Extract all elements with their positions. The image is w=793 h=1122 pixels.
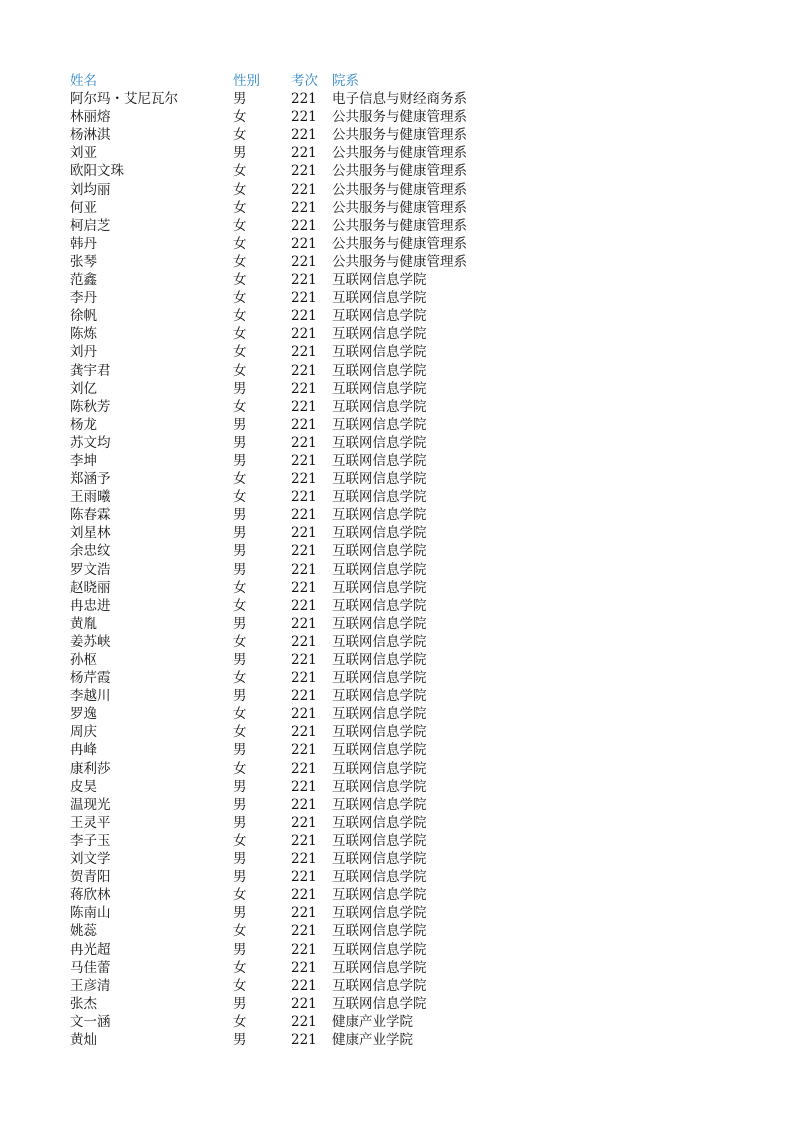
table-row — [70, 941, 510, 959]
cell-dept: 互联网信息学院 — [332, 995, 427, 1012]
cell-name: 郑涵予 — [70, 471, 111, 488]
cell-dept: 健康产业学院 — [332, 1031, 413, 1048]
table-row — [70, 307, 510, 325]
cell-gender: 女 — [233, 959, 247, 976]
cell-dept: 公共服务与健康管理系 — [332, 199, 467, 216]
cell-gender: 女 — [233, 308, 247, 325]
cell-name: 贺青阳 — [70, 869, 111, 886]
cell-name: 姜苏峡 — [70, 633, 111, 650]
cell-exam: 221 — [291, 905, 317, 922]
cell-dept: 健康产业学院 — [332, 1013, 413, 1030]
cell-dept: 公共服务与健康管理系 — [332, 253, 467, 270]
cell-gender: 女 — [233, 199, 247, 216]
cell-exam: 221 — [291, 851, 317, 868]
table-row — [70, 904, 510, 922]
cell-gender: 女 — [233, 724, 247, 741]
cell-exam: 221 — [291, 416, 317, 433]
cell-gender: 女 — [233, 1013, 247, 1030]
table-row — [70, 235, 510, 253]
cell-dept: 互联网信息学院 — [332, 724, 427, 741]
table-row — [70, 380, 510, 398]
cell-exam: 221 — [291, 760, 317, 777]
cell-dept: 互联网信息学院 — [332, 344, 427, 361]
cell-name: 温现光 — [70, 796, 111, 813]
cell-dept: 互联网信息学院 — [332, 742, 427, 759]
cell-exam: 221 — [291, 670, 317, 687]
cell-name: 陈春霖 — [70, 507, 111, 524]
cell-exam: 221 — [291, 145, 317, 162]
table-row — [70, 343, 510, 361]
cell-gender: 女 — [233, 344, 247, 361]
table-row — [70, 922, 510, 940]
cell-name: 陈秋芳 — [70, 398, 111, 415]
cell-gender: 男 — [233, 869, 247, 886]
cell-name: 陈炼 — [70, 326, 97, 343]
cell-name: 刘亿 — [70, 380, 97, 397]
cell-exam: 221 — [291, 814, 317, 831]
table-row — [70, 271, 510, 289]
table-row — [70, 669, 510, 687]
cell-name: 张琴 — [70, 253, 97, 270]
cell-dept: 互联网信息学院 — [332, 471, 427, 488]
table-row — [70, 651, 510, 669]
cell-exam: 221 — [291, 778, 317, 795]
cell-exam: 221 — [291, 452, 317, 469]
cell-gender: 女 — [233, 109, 247, 126]
cell-exam: 221 — [291, 688, 317, 705]
cell-gender: 男 — [233, 688, 247, 705]
cell-name: 刘亚 — [70, 145, 97, 162]
cell-exam: 221 — [291, 796, 317, 813]
table-row — [70, 325, 510, 343]
cell-gender: 女 — [233, 977, 247, 994]
table-row — [70, 832, 510, 850]
cell-exam: 221 — [291, 579, 317, 596]
cell-name: 孙枢 — [70, 652, 97, 668]
cell-dept: 互联网信息学院 — [332, 796, 427, 813]
cell-exam: 221 — [291, 706, 317, 723]
cell-exam: 221 — [291, 923, 317, 940]
cell-name: 赵晓丽 — [70, 579, 111, 596]
cell-gender: 男 — [233, 652, 247, 668]
cell-dept: 互联网信息学院 — [332, 959, 427, 976]
cell-gender: 女 — [233, 272, 247, 289]
cell-name: 杨芹霞 — [70, 670, 111, 687]
cell-gender: 女 — [233, 633, 247, 650]
cell-gender: 女 — [233, 489, 247, 506]
cell-dept: 互联网信息学院 — [332, 688, 427, 705]
cell-gender: 女 — [233, 832, 247, 849]
cell-exam: 221 — [291, 253, 317, 270]
cell-name: 罗文浩 — [70, 561, 111, 578]
cell-dept: 互联网信息学院 — [332, 670, 427, 687]
table-row — [70, 597, 510, 615]
cell-name: 王彦清 — [70, 977, 111, 994]
table-row — [70, 253, 510, 271]
cell-dept: 互联网信息学院 — [332, 308, 427, 325]
cell-name: 黄灿 — [70, 1031, 97, 1048]
student-table — [70, 72, 510, 1049]
cell-name: 欧阳文珠 — [70, 163, 124, 180]
cell-name: 罗逸 — [70, 706, 97, 723]
cell-gender: 男 — [233, 814, 247, 831]
cell-gender: 女 — [233, 760, 247, 777]
cell-exam: 221 — [291, 290, 317, 307]
cell-name: 李丹 — [70, 290, 97, 307]
cell-name: 何亚 — [70, 199, 97, 216]
table-row — [70, 687, 510, 705]
cell-exam: 221 — [291, 995, 317, 1012]
cell-name: 李坤 — [70, 452, 97, 469]
cell-dept: 互联网信息学院 — [332, 905, 427, 922]
cell-gender: 女 — [233, 887, 247, 904]
cell-dept: 互联网信息学院 — [332, 851, 427, 868]
cell-exam: 221 — [291, 91, 317, 108]
cell-gender: 男 — [233, 416, 247, 433]
cell-dept: 互联网信息学院 — [332, 887, 427, 904]
cell-name: 范鑫 — [70, 272, 97, 289]
cell-name: 李子玉 — [70, 832, 111, 849]
cell-name: 蒋欣林 — [70, 887, 111, 904]
table-row — [70, 995, 510, 1013]
cell-name: 皮昊 — [70, 778, 97, 795]
table-row — [70, 199, 510, 217]
cell-dept: 公共服务与健康管理系 — [332, 217, 467, 234]
table-row — [70, 524, 510, 542]
table-row — [70, 488, 510, 506]
table-row — [70, 579, 510, 597]
cell-name: 杨淋淇 — [70, 127, 111, 144]
cell-exam: 221 — [291, 326, 317, 343]
cell-dept: 互联网信息学院 — [332, 507, 427, 524]
cell-exam: 221 — [291, 434, 317, 451]
cell-name: 康利莎 — [70, 760, 111, 777]
cell-dept: 互联网信息学院 — [332, 760, 427, 777]
cell-name: 韩丹 — [70, 235, 97, 252]
cell-name: 李越川 — [70, 688, 111, 705]
cell-gender: 女 — [233, 362, 247, 379]
cell-dept: 电子信息与财经商务系 — [332, 91, 467, 108]
table-row — [70, 90, 510, 108]
cell-gender: 男 — [233, 995, 247, 1012]
cell-gender: 女 — [233, 326, 247, 343]
cell-exam: 221 — [291, 597, 317, 614]
table-row — [70, 561, 510, 579]
table-row — [70, 741, 510, 759]
cell-dept: 互联网信息学院 — [332, 597, 427, 614]
cell-gender: 男 — [233, 742, 247, 759]
cell-name: 柯启芝 — [70, 217, 111, 234]
table-row — [70, 542, 510, 560]
cell-name: 阿尔玛・艾尼瓦尔 — [70, 91, 178, 108]
cell-gender: 男 — [233, 507, 247, 524]
cell-gender: 男 — [233, 796, 247, 813]
cell-exam: 221 — [291, 235, 317, 252]
cell-exam: 221 — [291, 471, 317, 488]
cell-dept: 互联网信息学院 — [332, 272, 427, 289]
cell-name: 王雨曦 — [70, 489, 111, 506]
cell-exam: 221 — [291, 742, 317, 759]
cell-dept: 互联网信息学院 — [332, 941, 427, 958]
cell-dept: 互联网信息学院 — [332, 398, 427, 415]
cell-dept: 互联网信息学院 — [332, 290, 427, 307]
cell-exam: 221 — [291, 489, 317, 506]
table-row — [70, 362, 510, 380]
table-row — [70, 760, 510, 778]
cell-name: 刘文学 — [70, 851, 111, 868]
table-row — [70, 108, 510, 126]
cell-dept: 互联网信息学院 — [332, 489, 427, 506]
cell-dept: 公共服务与健康管理系 — [332, 127, 467, 144]
cell-gender: 男 — [233, 91, 247, 108]
cell-exam: 221 — [291, 199, 317, 216]
cell-exam: 221 — [291, 181, 317, 198]
cell-gender: 女 — [233, 127, 247, 144]
header-dept: 院系 — [332, 73, 359, 89]
cell-dept: 互联网信息学院 — [332, 362, 427, 379]
cell-name: 苏文均 — [70, 434, 111, 451]
cell-exam: 221 — [291, 543, 317, 560]
cell-gender: 男 — [233, 145, 247, 162]
cell-dept: 公共服务与健康管理系 — [332, 181, 467, 198]
cell-dept: 互联网信息学院 — [332, 832, 427, 849]
cell-gender: 女 — [233, 217, 247, 234]
cell-gender: 女 — [233, 235, 247, 252]
table-row — [70, 977, 510, 995]
cell-name: 杨龙 — [70, 416, 97, 433]
table-row — [70, 633, 510, 651]
table-row — [70, 615, 510, 633]
cell-dept: 互联网信息学院 — [332, 633, 427, 650]
cell-gender: 女 — [233, 253, 247, 270]
cell-name: 刘星林 — [70, 525, 111, 542]
cell-exam: 221 — [291, 272, 317, 289]
cell-dept: 互联网信息学院 — [332, 977, 427, 994]
cell-dept: 公共服务与健康管理系 — [332, 109, 467, 126]
table-row — [70, 416, 510, 434]
cell-name: 陈南山 — [70, 905, 111, 922]
cell-dept: 互联网信息学院 — [332, 615, 427, 632]
table-row — [70, 470, 510, 488]
cell-exam: 221 — [291, 615, 317, 632]
cell-dept: 互联网信息学院 — [332, 434, 427, 451]
cell-gender: 男 — [233, 1031, 247, 1048]
header-exam: 考次 — [291, 73, 318, 89]
table-row — [70, 181, 510, 199]
cell-exam: 221 — [291, 380, 317, 397]
cell-exam: 221 — [291, 507, 317, 524]
cell-gender: 女 — [233, 670, 247, 687]
cell-gender: 男 — [233, 380, 247, 397]
cell-dept: 互联网信息学院 — [332, 326, 427, 343]
table-row — [70, 126, 510, 144]
cell-exam: 221 — [291, 941, 317, 958]
cell-exam: 221 — [291, 362, 317, 379]
header-name: 姓名 — [70, 73, 97, 89]
table-row — [70, 434, 510, 452]
table-row — [70, 144, 510, 162]
cell-gender: 男 — [233, 941, 247, 958]
cell-dept: 互联网信息学院 — [332, 706, 427, 723]
cell-name: 龚宇君 — [70, 362, 111, 379]
cell-name: 冉光超 — [70, 941, 111, 958]
cell-gender: 男 — [233, 543, 247, 560]
cell-exam: 221 — [291, 869, 317, 886]
cell-dept: 互联网信息学院 — [332, 525, 427, 542]
cell-dept: 互联网信息学院 — [332, 923, 427, 940]
cell-gender: 女 — [233, 181, 247, 198]
cell-dept: 互联网信息学院 — [332, 561, 427, 578]
cell-gender: 女 — [233, 923, 247, 940]
cell-gender: 女 — [233, 471, 247, 488]
cell-gender: 男 — [233, 525, 247, 542]
table-row — [70, 886, 510, 904]
cell-exam: 221 — [291, 652, 317, 668]
cell-dept: 互联网信息学院 — [332, 652, 427, 668]
cell-gender: 男 — [233, 452, 247, 469]
cell-name: 冉峰 — [70, 742, 97, 759]
cell-dept: 互联网信息学院 — [332, 579, 427, 596]
cell-exam: 221 — [291, 344, 317, 361]
cell-name: 马佳蕾 — [70, 959, 111, 976]
cell-name: 周庆 — [70, 724, 97, 741]
cell-exam: 221 — [291, 217, 317, 234]
cell-gender: 男 — [233, 434, 247, 451]
cell-dept: 互联网信息学院 — [332, 814, 427, 831]
cell-exam: 221 — [291, 633, 317, 650]
cell-exam: 221 — [291, 977, 317, 994]
cell-name: 姚蕊 — [70, 923, 97, 940]
cell-exam: 221 — [291, 525, 317, 542]
cell-dept: 互联网信息学院 — [332, 869, 427, 886]
cell-name: 林丽熔 — [70, 109, 111, 126]
cell-gender: 女 — [233, 597, 247, 614]
cell-exam: 221 — [291, 163, 317, 180]
table-row — [70, 959, 510, 977]
table-row — [70, 868, 510, 886]
table-row — [70, 850, 510, 868]
cell-name: 余忠纹 — [70, 543, 111, 560]
table-row — [70, 217, 510, 235]
table-row — [70, 1031, 510, 1049]
cell-exam: 221 — [291, 1031, 317, 1048]
cell-exam: 221 — [291, 398, 317, 415]
cell-exam: 221 — [291, 561, 317, 578]
cell-gender: 男 — [233, 615, 247, 632]
table-row — [70, 1013, 510, 1031]
table-row — [70, 398, 510, 416]
cell-dept: 互联网信息学院 — [332, 416, 427, 433]
cell-dept: 互联网信息学院 — [332, 380, 427, 397]
cell-name: 张杰 — [70, 995, 97, 1012]
table-row — [70, 814, 510, 832]
cell-dept: 公共服务与健康管理系 — [332, 235, 467, 252]
cell-exam: 221 — [291, 127, 317, 144]
cell-gender: 女 — [233, 398, 247, 415]
table-row — [70, 452, 510, 470]
table-row — [70, 796, 510, 814]
table-header — [70, 72, 510, 90]
cell-gender: 女 — [233, 706, 247, 723]
cell-dept: 互联网信息学院 — [332, 778, 427, 795]
cell-exam: 221 — [291, 1013, 317, 1030]
cell-name: 冉忠进 — [70, 597, 111, 614]
cell-name: 黄胤 — [70, 615, 97, 632]
cell-gender: 女 — [233, 290, 247, 307]
cell-gender: 男 — [233, 561, 247, 578]
cell-name: 徐帆 — [70, 308, 97, 325]
cell-name: 王灵平 — [70, 814, 111, 831]
cell-exam: 221 — [291, 832, 317, 849]
cell-exam: 221 — [291, 887, 317, 904]
cell-name: 文一涵 — [70, 1013, 111, 1030]
cell-gender: 女 — [233, 579, 247, 596]
cell-name: 刘均丽 — [70, 181, 111, 198]
table-row — [70, 289, 510, 307]
table-row — [70, 162, 510, 180]
table-row — [70, 723, 510, 741]
cell-dept: 互联网信息学院 — [332, 543, 427, 560]
cell-exam: 221 — [291, 724, 317, 741]
cell-gender: 男 — [233, 851, 247, 868]
cell-gender: 女 — [233, 163, 247, 180]
cell-gender: 男 — [233, 778, 247, 795]
cell-gender: 男 — [233, 905, 247, 922]
table-row — [70, 506, 510, 524]
cell-dept: 公共服务与健康管理系 — [332, 145, 467, 162]
cell-exam: 221 — [291, 109, 317, 126]
header-gender: 性别 — [233, 73, 260, 89]
table-row — [70, 778, 510, 796]
cell-exam: 221 — [291, 959, 317, 976]
cell-dept: 公共服务与健康管理系 — [332, 163, 467, 180]
cell-exam: 221 — [291, 308, 317, 325]
cell-dept: 互联网信息学院 — [332, 452, 427, 469]
table-row — [70, 705, 510, 723]
table-body — [70, 90, 510, 1049]
cell-name: 刘丹 — [70, 344, 97, 361]
